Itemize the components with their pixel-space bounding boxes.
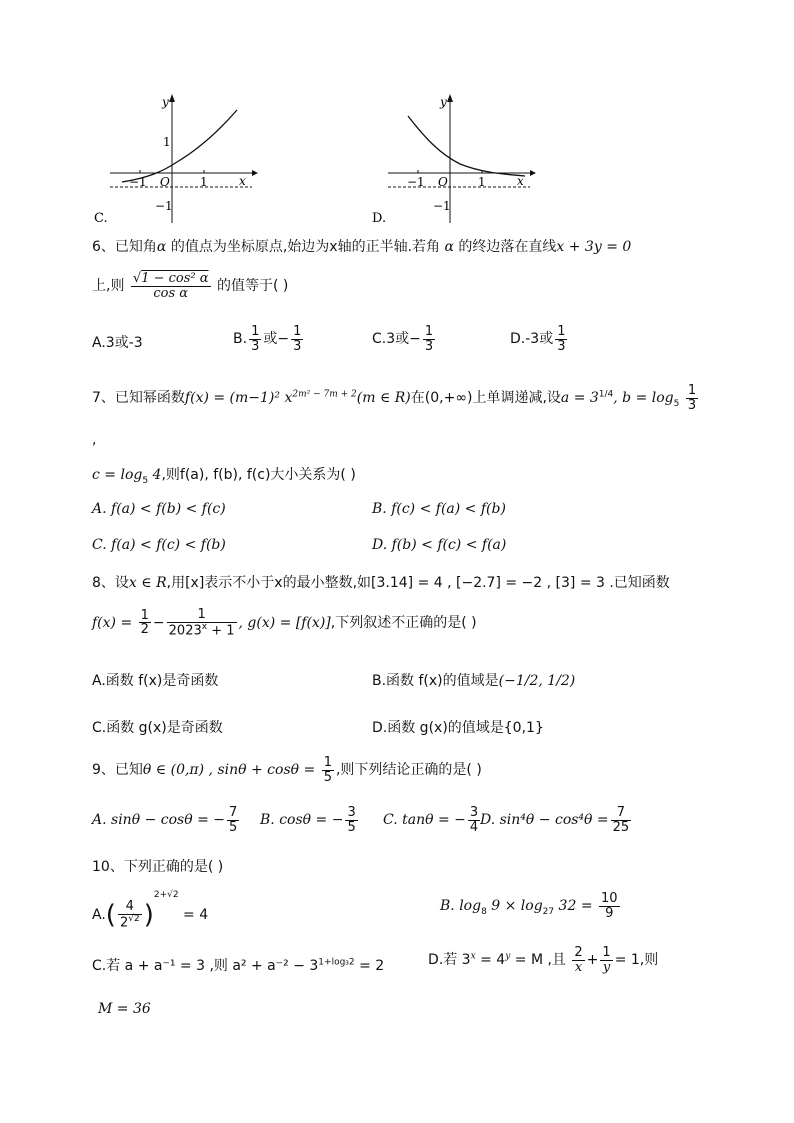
q7-option-c: C. f(a) < f(c) < f(b) xyxy=(92,537,226,553)
q7-line2: $c = \log_5 4$,则f(a), f(b), f(c)大小关系为( ) xyxy=(92,467,356,486)
q7-option-b: B. f(c) < f(a) < f(b) xyxy=(372,501,506,517)
graph-c-y-label: y xyxy=(162,95,169,109)
q10-stem: 10、下列正确的是( ) xyxy=(92,859,224,875)
q9-option-a: A. sinθ − cosθ = − $\frac{7}{5}$ xyxy=(92,805,238,835)
q7-option-d: D. f(b) < f(c) < f(a) xyxy=(372,537,507,553)
q6-option-a: A.3或-3 xyxy=(92,335,143,351)
curve-exp-increasing xyxy=(122,110,237,182)
q6-option-b: B. $\frac{1}{3}$ 或− $\frac{1}{3}$ xyxy=(233,324,302,354)
q7-line1: 7、已知幂函数f(x) = (m−1)² $x^{2m^2 - 7m + 2}(m$ ∈ R)在(0,+∞)上单调递减,设$a = 3^{1/4}$, $b = \log_5$ $\frac{1}{3}$ xyxy=(92,383,697,413)
q8-option-b: B.函数 f(x)的值域是(−1/2, 1/2) xyxy=(372,673,576,689)
graph-d-option-label: D. xyxy=(372,211,387,226)
q8-option-c: C.函数 g(x)是奇函数 xyxy=(92,720,223,736)
graph-d-tick-1-x: 1 xyxy=(478,175,486,189)
q6-line2: 上,则 $\frac{\text{√1 − cos² α}}{\text{cos α}}$ 的值等于( ) xyxy=(92,271,289,301)
graph-c-tick-1-x: 1 xyxy=(200,175,208,189)
q7-wrapped-comma: , xyxy=(92,432,97,448)
q10-option-a: A.( $\frac{4}{2^{√2}}$ )$^{2+√2}$ = 4 xyxy=(92,890,209,931)
q10-option-c: C.若 a + a⁻¹ = 3 ,则 $a^2 + a^{-2} - 3^{1+log_32} = 2$ xyxy=(92,957,385,974)
q10-option-d-line2: M = 36 xyxy=(98,1001,151,1017)
q10-option-d: D.若 $3^x = 4^y = M$ ,且 $\frac{2}{x}$ + $\frac{1}{y}$ = 1,则 xyxy=(428,945,659,975)
graph-c-option-label: C. xyxy=(94,211,108,226)
graph-c-origin: O xyxy=(160,175,170,189)
graph-d-x-label: x xyxy=(517,174,524,188)
q8-line2: f(x) = $\frac{1}{2}$ − $\frac{1}{2023^x + 1}$ , g(x) = [f(x)],下列叙述不正确的是( ) xyxy=(92,607,477,638)
graph-option-c xyxy=(92,88,262,228)
q8-line1: 8、设x ∈ R,用[x]表示不小于x的最小整数,如[3.14] = 4 , [−2.7] = −2 , [3] = 3 .已知函数 xyxy=(92,575,670,591)
q9-stem: 9、已知θ ∈ (0,π) , sinθ + cosθ = $\frac{1}{5}$ ,则下列结论正确的是( ) xyxy=(92,755,482,785)
q9-option-c: C. tanθ = − $\frac{3}{4}$ xyxy=(383,805,479,835)
q8-option-d: D.函数 g(x)的值域是{0,1} xyxy=(372,720,544,736)
q6-line1: 6、已知角α 的值点为坐标原点,始边为x轴的正半轴.若角 α 的终边落在直线x + 3y = 0 xyxy=(92,239,632,255)
curve-decreasing xyxy=(408,116,525,176)
graph-c-x-label: x xyxy=(239,174,246,188)
q9-option-d: D. sin⁴θ − cos⁴θ = $\frac{7}{25}$ xyxy=(480,805,630,835)
q6-option-d: D.-3或 $\frac{1}{3}$ xyxy=(510,324,566,354)
graph-c-tick-neg1-x: −1 xyxy=(129,175,147,189)
graph-d-origin: O xyxy=(438,175,448,189)
q8-option-a: A.函数 f(x)是奇函数 xyxy=(92,673,219,689)
graph-c-tick-1-y: 1 xyxy=(163,135,171,149)
q9-option-b: B. cosθ = − $\frac{3}{5}$ xyxy=(260,805,356,835)
graph-d-tick-neg1-y: −1 xyxy=(433,199,451,213)
graph-option-d xyxy=(370,88,540,228)
q10-option-b: B. $\log_8 9 \times \log_{27} 32$ = $\frac{10}{9}$ xyxy=(440,891,618,921)
graph-d-y-label: y xyxy=(440,95,447,109)
q6-option-c: C.3或− $\frac{1}{3}$ xyxy=(372,324,434,354)
q7-option-a: A. f(a) < f(b) < f(c) xyxy=(92,501,226,517)
graph-d-tick-neg1-x: −1 xyxy=(407,175,425,189)
graph-c-tick-neg1-y: −1 xyxy=(155,199,173,213)
